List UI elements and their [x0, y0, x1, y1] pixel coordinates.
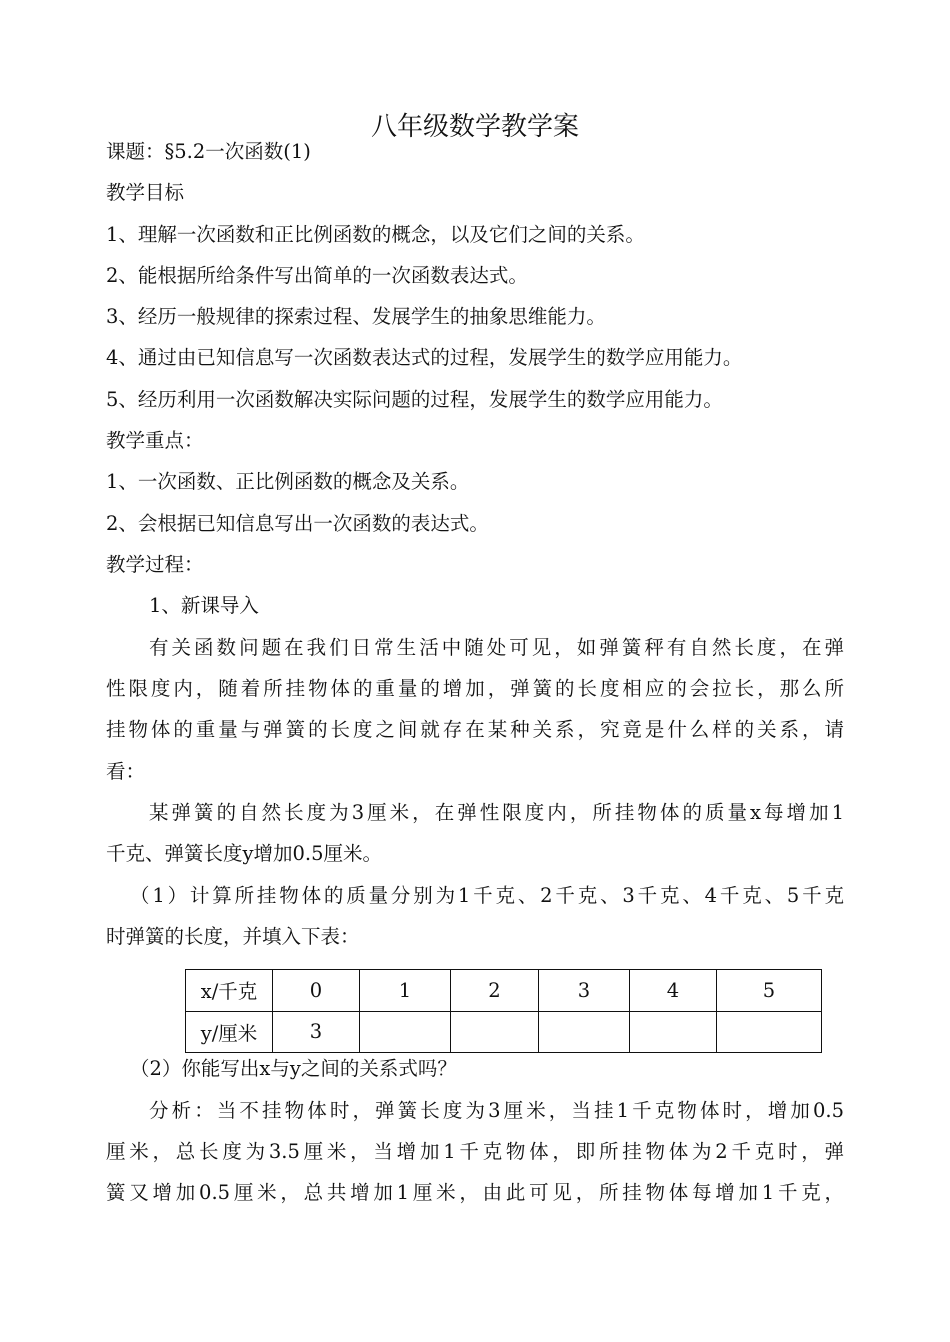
problem-line: 千克、弹簧长度y增加0.5厘米。 [106, 842, 383, 865]
intro-paragraph-line: 挂物体的重量与弹簧的长度之间就存在某种关系，究竟是什么样的关系，请 [106, 718, 844, 741]
data-table [185, 969, 822, 1053]
process-heading: 教学过程： [106, 553, 204, 576]
question-line: （2）你能写出x与y之间的关系式吗？ [130, 1057, 457, 1080]
objective-item: 4、通过由已知信息写一次函数表达式的过程，发展学生的数学应用能力。 [106, 346, 743, 369]
key-points-heading: 教学重点： [106, 429, 204, 452]
intro-paragraph-line: 性限度内，随着所挂物体的重量的增加，弹簧的长度相应的会拉长，那么所 [106, 677, 844, 700]
table-cell: 0 [273, 970, 360, 1012]
table-header-cell: y/厘米 [186, 1011, 273, 1053]
question-line: 时弹簧的长度，并填入下表： [106, 925, 360, 948]
table-row-y [186, 1011, 822, 1053]
intro-paragraph-line: 看： [106, 760, 146, 783]
lesson-topic: 课题：§5.2一次函数(1) [106, 140, 311, 163]
objective-item: 2、能根据所给条件写出简单的一次函数表达式。 [106, 264, 528, 287]
table-cell: 3 [273, 1011, 360, 1053]
table-cell-blank [539, 1011, 630, 1053]
table-cell: 1 [360, 970, 451, 1012]
analysis-line: 簧又增加0.5厘米，总共增加1厘米，由此可见，所挂物体每增加1千克， [106, 1181, 844, 1204]
section-heading: 1、新课导入 [149, 594, 259, 617]
table-cell-blank [360, 1011, 451, 1053]
objective-item: 5、经历利用一次函数解决实际问题的过程，发展学生的数学应用能力。 [106, 388, 723, 411]
analysis-line: 厘米，总长度为3.5厘米，当增加1千克物体，即所挂物体为2千克时，弹 [106, 1140, 844, 1163]
key-point-item: 1、一次函数、正比例函数的概念及关系。 [106, 470, 470, 493]
objective-item: 1、理解一次函数和正比例函数的概念，以及它们之间的关系。 [106, 223, 645, 246]
table-cell-blank [717, 1011, 822, 1053]
table-cell: 4 [630, 970, 717, 1012]
table-cell-blank [451, 1011, 539, 1053]
key-point-item: 2、会根据已知信息写出一次函数的表达式。 [106, 512, 489, 535]
question-line: （1）计算所挂物体的质量分别为1千克、2千克、3千克、4千克、5千克 [130, 884, 844, 907]
table-row-x [186, 970, 822, 1012]
analysis-line: 分析：当不挂物体时，弹簧长度为3厘米，当挂1千克物体时，增加0.5 [149, 1099, 844, 1122]
table-cell: 2 [451, 970, 539, 1012]
table-cell: 5 [717, 970, 822, 1012]
table-header-cell: x/千克 [186, 970, 273, 1012]
intro-paragraph-line: 有关函数问题在我们日常生活中随处可见，如弹簧秤有自然长度，在弹 [149, 636, 844, 659]
document-title: 八年级数学教学案 [370, 112, 579, 142]
objective-item: 3、经历一般规律的探索过程、发展学生的抽象思维能力。 [106, 305, 606, 328]
table-cell: 3 [539, 970, 630, 1012]
objectives-heading: 教学目标 [106, 181, 185, 204]
problem-line: 某弹簧的自然长度为3厘米，在弹性限度内，所挂物体的质量x每增加1 [149, 801, 844, 824]
table-cell-blank [630, 1011, 717, 1053]
